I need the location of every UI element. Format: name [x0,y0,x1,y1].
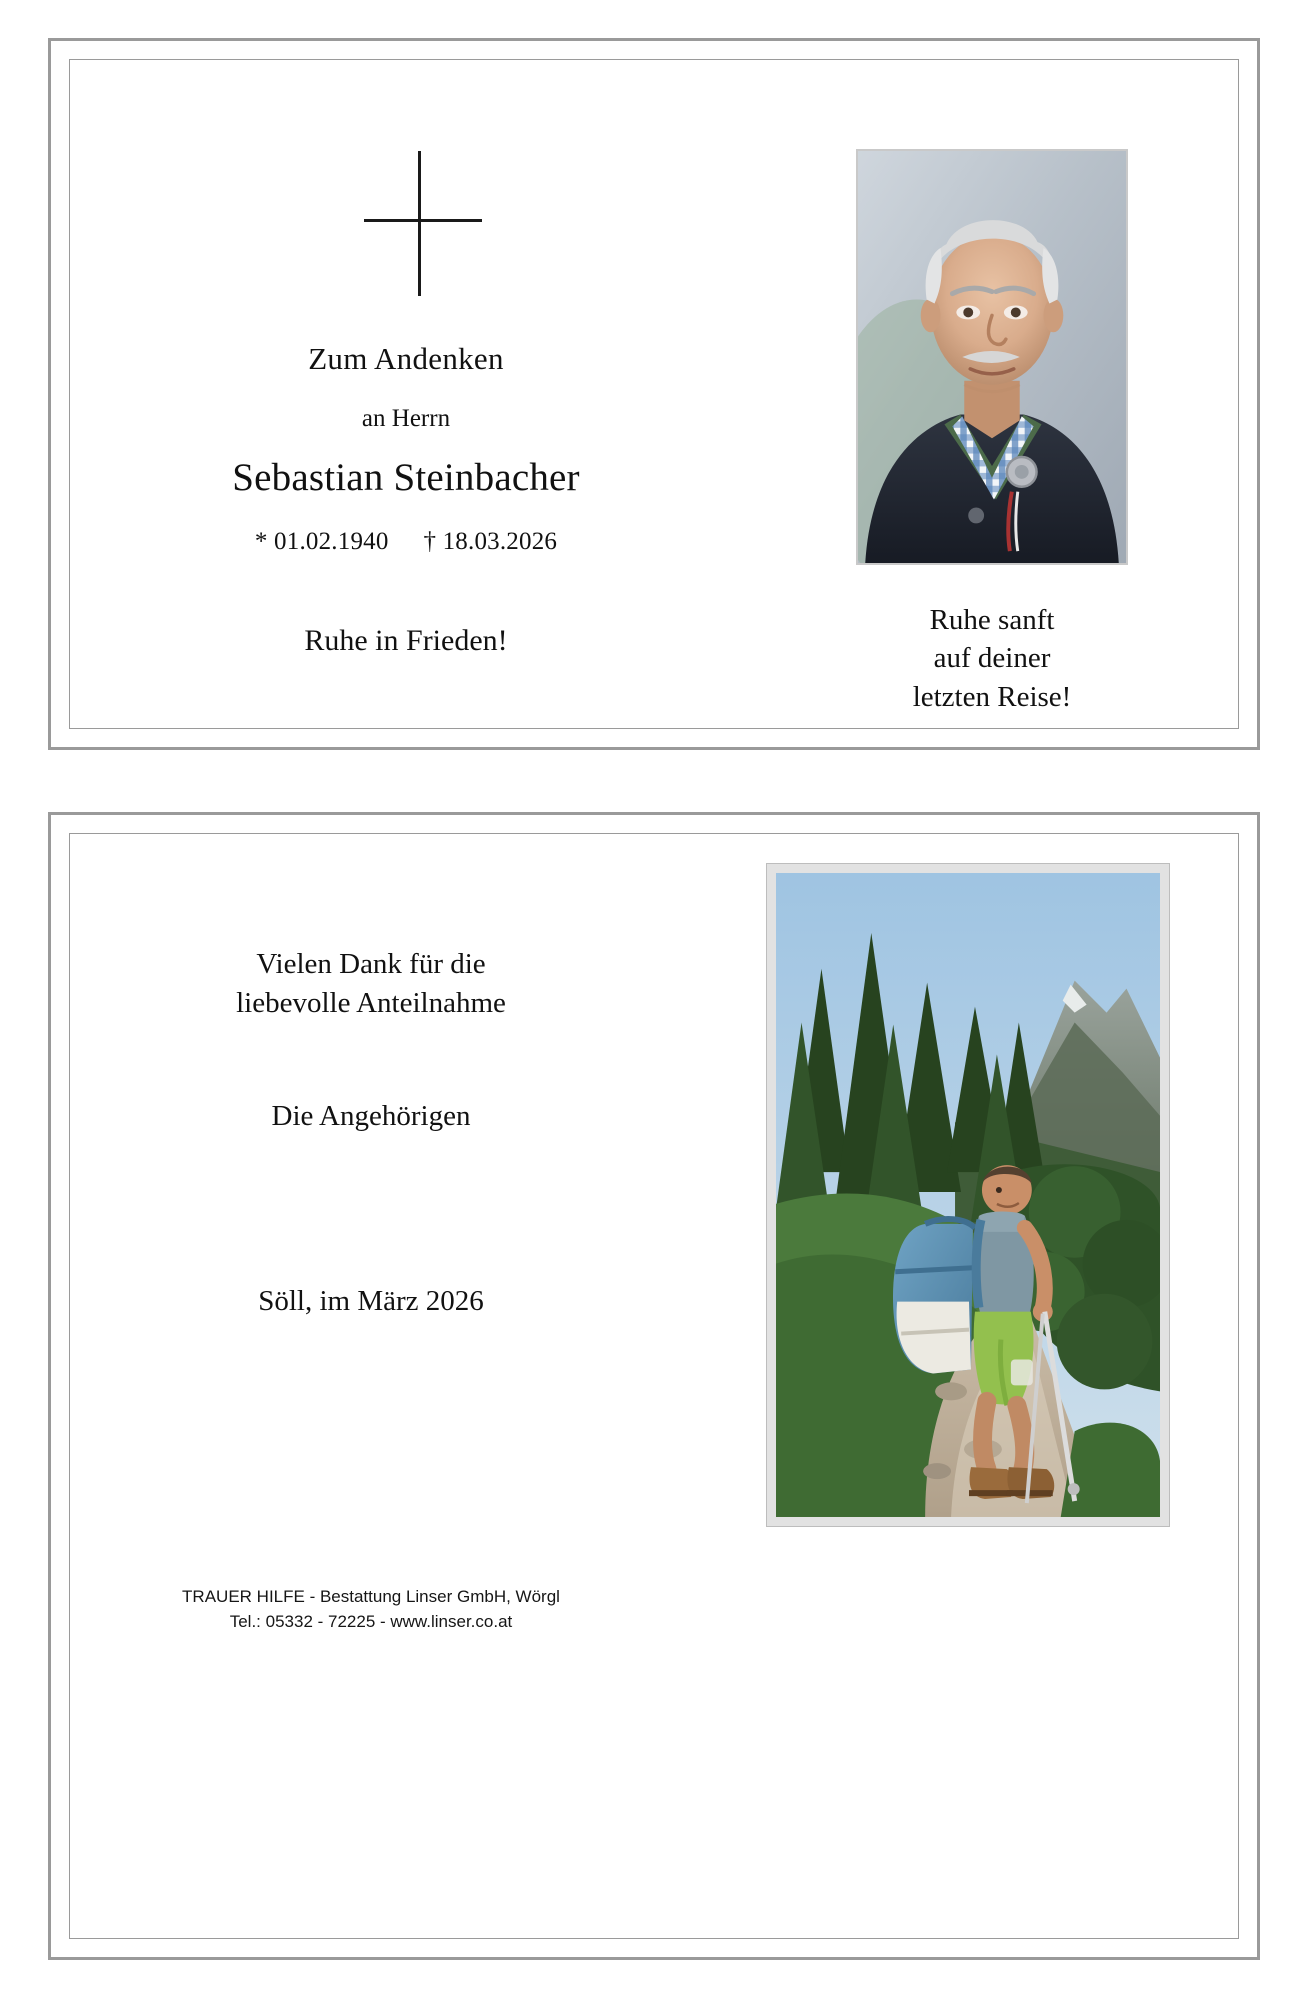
birth-symbol: * [254,528,268,555]
hiking-illustration [776,873,1160,1517]
verse-line-3: letzten Reise! [912,680,1072,713]
memorial-card-back [48,812,1260,1960]
death-date: 18.03.2026 [442,528,558,555]
verse-line-1: Ruhe sanft [929,604,1055,636]
signature-text: Die Angehörigen [271,1100,471,1132]
memorial-text-block [111,341,701,658]
portrait-illustration [858,151,1126,563]
card-front-body [51,41,1257,747]
verse-line-2: auf deiner [933,642,1051,675]
front-left-column [111,41,701,747]
hiking-photo-frame [766,863,1170,1527]
footer-line-contact: Tel.: 05332 - 72225 - www.linser.co.at [229,1611,513,1631]
blessing-text: Ruhe in Frieden! [304,624,508,657]
death-symbol: † [423,528,437,555]
cross-vertical-bar [418,151,421,296]
front-right-column [757,41,1227,747]
memorial-intro: Zum Andenken [308,341,504,376]
christian-cross-icon [364,151,484,296]
place-and-date: Söll, im März 2026 [258,1285,484,1317]
thanks-block [101,945,641,1023]
thanks-line-1: Vielen Dank für die [256,948,486,980]
cross-horizontal-bar [364,219,482,222]
memorial-card-front [48,38,1260,750]
footer-line-company: TRAUER HILFE - Bestattung Linser GmbH, Wörgl [182,1587,560,1606]
portrait-frame [856,149,1128,565]
salutation: an Herrn [361,405,451,432]
birth-date: 01.02.1940 [274,528,389,555]
thanks-line-2: liebevolle Anteilnahme [236,986,506,1019]
funeral-home-footer [101,1585,641,1634]
back-right-column [713,815,1223,1957]
deceased-name: Sebastian Steinbacher [232,456,580,499]
hiking-photo [776,873,1160,1517]
portrait-photo [858,151,1126,563]
right-verse-block [757,601,1227,716]
back-left-column [101,815,641,1957]
card-back-body [51,815,1257,1957]
life-dates [111,528,701,556]
